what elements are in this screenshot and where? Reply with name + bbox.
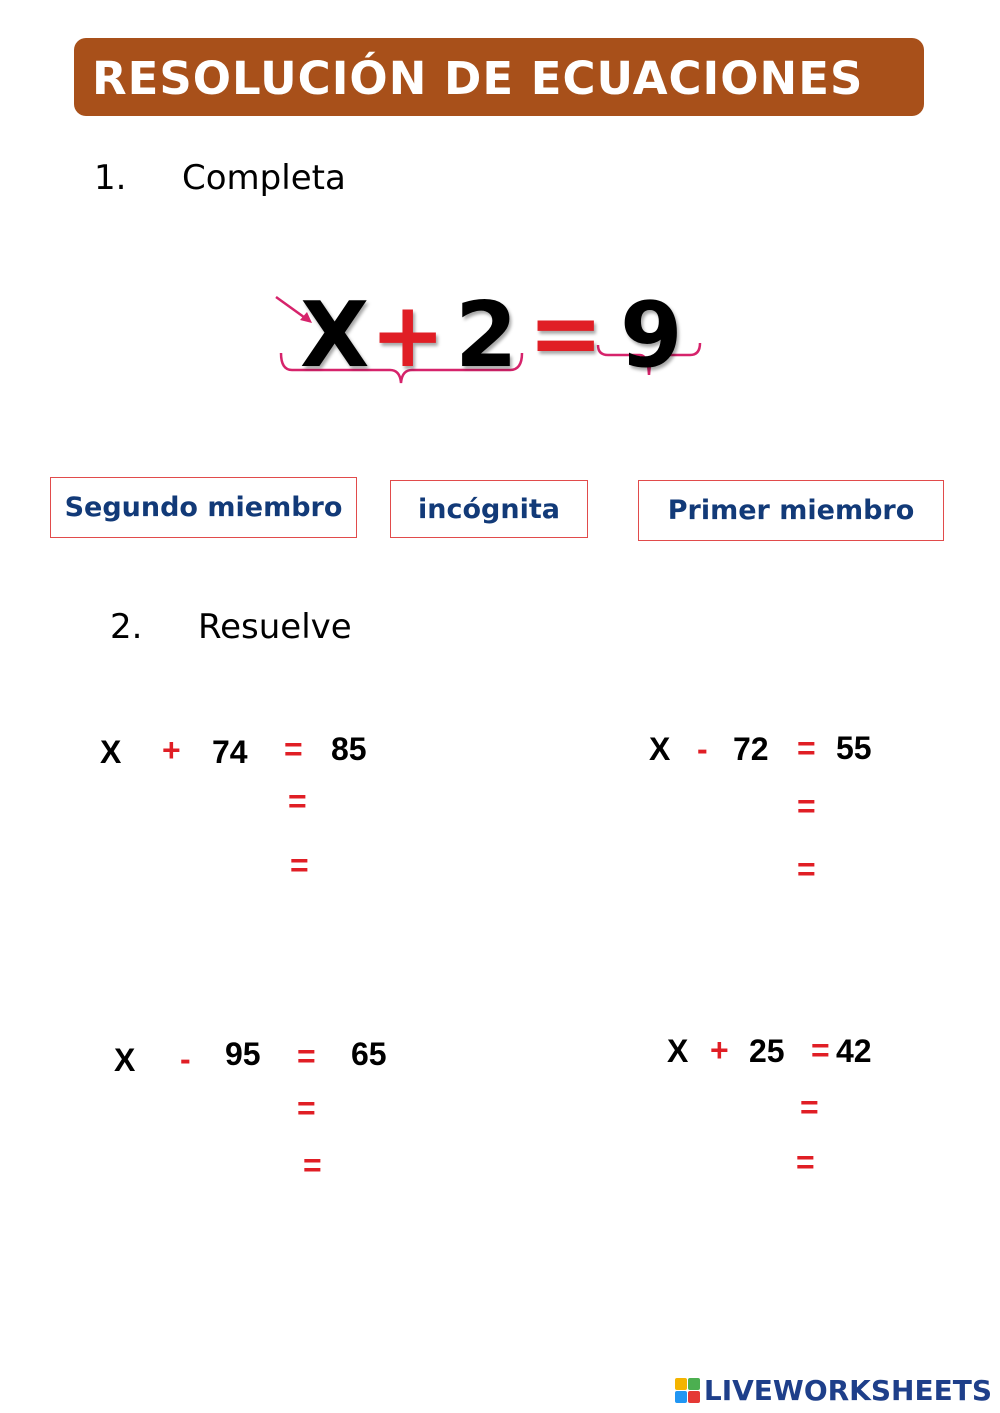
brand-name: LIVEWORKSHEETS	[703, 1374, 992, 1407]
equation-diagram	[270, 281, 720, 395]
diagram-nine: 9	[620, 283, 683, 388]
eq3-result: 65	[351, 1036, 387, 1072]
eq3-number: 95	[225, 1036, 261, 1072]
eq3-step1-equals: =	[297, 1090, 316, 1126]
diagram-x: X	[300, 283, 370, 388]
eq4-equals: =	[811, 1032, 830, 1068]
liveworksheets-logo	[675, 1374, 992, 1407]
eq4-number: 25	[749, 1033, 785, 1069]
section1-number: 1.	[94, 158, 127, 198]
label-box-incognita[interactable]: incógnita	[390, 480, 588, 538]
eq1-step2-equals: =	[290, 847, 309, 883]
eq4-step1-equals: =	[800, 1089, 819, 1125]
eq2-step2-equals: =	[797, 851, 816, 887]
eq4-operator: +	[710, 1032, 729, 1068]
eq1-operator: +	[162, 732, 181, 768]
label-box-segundo-miembro[interactable]: Segundo miembro	[50, 477, 357, 538]
eq3-variable: X	[114, 1042, 136, 1078]
eq3-operator: -	[180, 1041, 191, 1077]
page-title: RESOLUCIÓN DE ECUACIONES	[92, 52, 864, 105]
eq4-step2-equals: =	[796, 1144, 815, 1180]
eq2-equals: =	[797, 730, 816, 766]
eq1-step1-equals: =	[288, 783, 307, 819]
liveworksheets-icon	[675, 1378, 700, 1403]
eq4-result: 42	[836, 1033, 872, 1069]
label-box-primer-miembro[interactable]: Primer miembro	[638, 480, 944, 541]
diagram-plus: +	[370, 283, 446, 388]
eq1-result: 85	[331, 731, 367, 767]
eq2-step1-equals: =	[797, 788, 816, 824]
eq3-step2-equals: =	[303, 1147, 322, 1183]
eq4-variable: X	[667, 1033, 689, 1069]
eq1-variable: X	[100, 734, 122, 770]
eq2-number: 72	[733, 731, 769, 767]
section2-title: Resuelve	[198, 607, 352, 647]
section1-title: Completa	[182, 158, 346, 198]
eq2-operator: -	[697, 731, 708, 767]
eq2-result: 55	[836, 730, 872, 766]
eq1-equals: =	[284, 731, 303, 767]
diagram-equals: =	[528, 281, 604, 386]
eq2-variable: X	[649, 731, 671, 767]
eq1-number: 74	[212, 734, 248, 770]
eq3-equals: =	[297, 1038, 316, 1074]
section2-number: 2.	[110, 607, 143, 647]
diagram-two: 2	[455, 283, 518, 388]
